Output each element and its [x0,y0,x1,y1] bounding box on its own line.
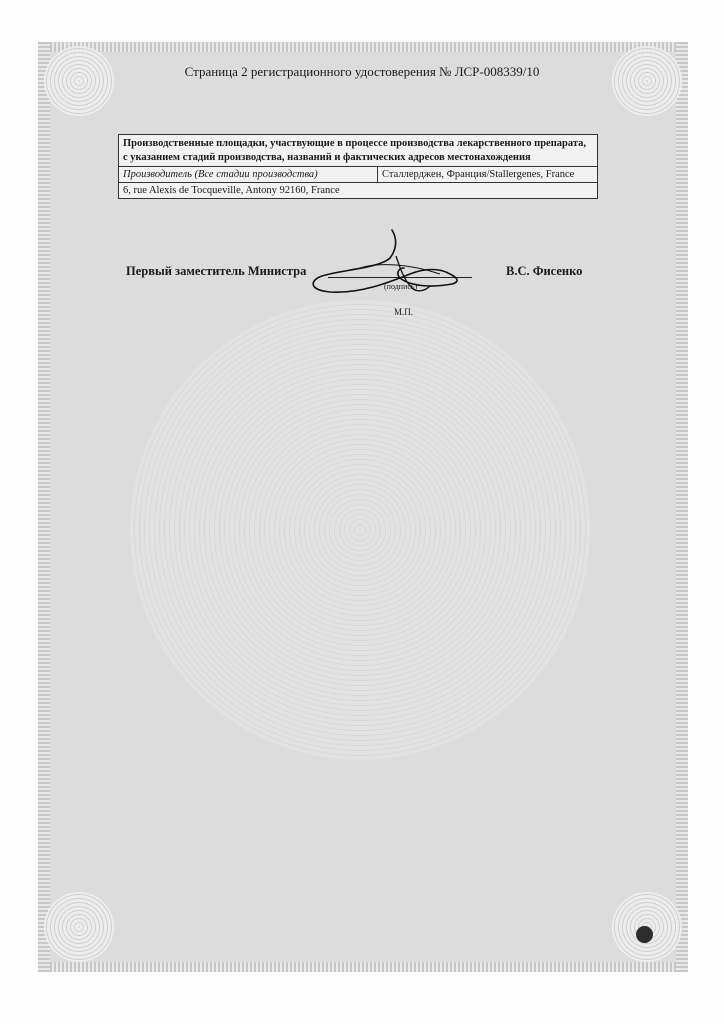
page-header: Страница 2 регистрационного удостоверения № ЛСР-008339/10 [184,64,540,79]
top-ornamental-border [38,42,688,52]
corner-rosette-bottom-left [44,892,114,962]
bottom-ornamental-border [38,962,688,972]
corner-rosette-top-right [612,46,682,116]
signatory-name: В.С. Фисенко [506,264,583,278]
production-sites-table [118,134,598,199]
left-ornamental-border [38,42,50,972]
right-ornamental-border [676,42,688,972]
manufacturer-address-cell: 6, rue Alexis de Tocqueville, Antony 92160, France [119,183,598,199]
corner-rosette-top-left [44,46,114,116]
table-row [119,183,598,199]
manufacturer-name-cell: Сталлерджен, Франция/Stallergenes, France [378,167,598,183]
manufacturer-role-cell: Производитель (Все стадии производства) [119,167,378,183]
signatory-position: Первый заместитель Министра [126,264,307,278]
seal-placeholder: М.П. [394,307,414,317]
punch-hole-dot [636,926,653,943]
signature-caption: (подпись) [384,282,418,291]
guilloche-watermark [130,300,590,760]
table-heading: Производственные площадки, участвующие в процессе производства лекарственного препарата, с указанием стадий производства, названий и фактических адресов местонахождения [119,135,598,167]
table-row [119,167,598,183]
table-row [119,135,598,167]
handwritten-signature [300,228,500,308]
